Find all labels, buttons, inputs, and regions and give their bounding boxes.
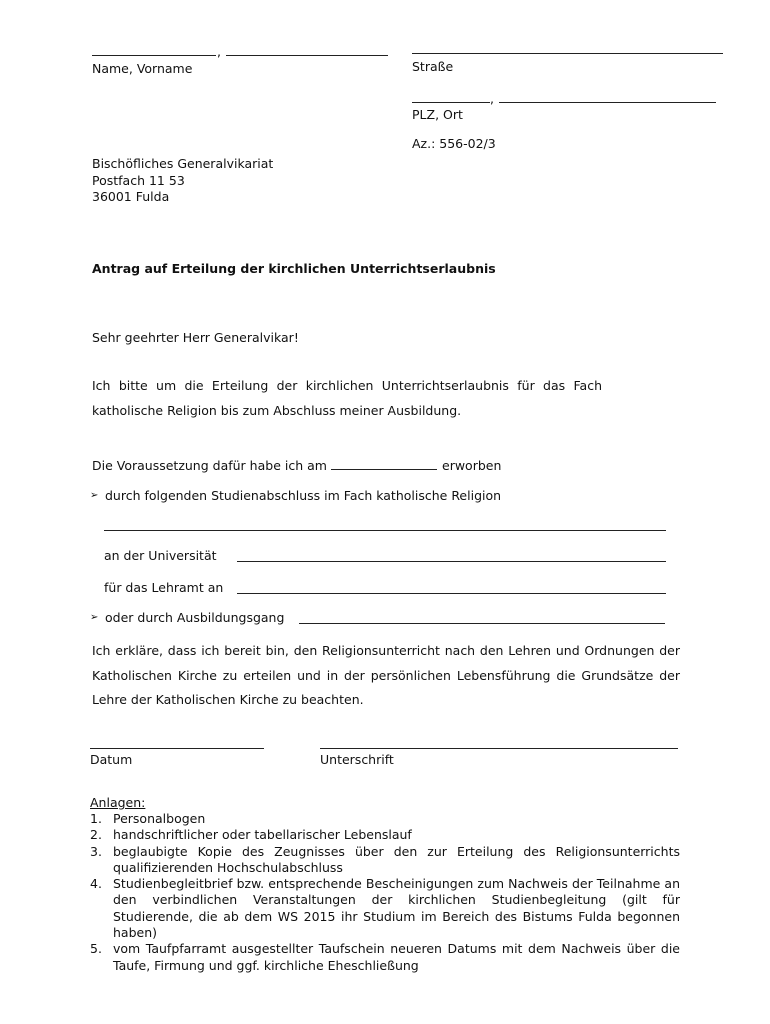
date-label: Datum (90, 752, 133, 767)
request-line: Ich bitte um die Erteilung der kirchlichen Unterrichtserlaubnis für das Fach (92, 378, 602, 393)
subject-heading: Antrag auf Erteilung der kirchlichen Unterrichtserlaubnis (92, 261, 496, 276)
attachment-item (90, 941, 680, 974)
university-label: an der Universität (104, 548, 217, 563)
name-input-line[interactable] (92, 55, 216, 56)
attachment-text: beglaubigte Kopie des Zeugnisses über den zur Erteilung des Religionsunterrichts qualifizierenden Hochschulabschluss (113, 843, 680, 875)
salutation: Sehr geehrter Herr Generalvikar! (92, 330, 299, 345)
recipient-line: Bischöfliches Generalvikariat (92, 156, 274, 171)
signature-input-line[interactable] (320, 748, 678, 749)
request-line: katholische Religion bis zum Abschluss meiner Ausbildung. (92, 403, 462, 418)
attachment-number: 3. (90, 843, 102, 859)
attachment-number: 1. (90, 811, 102, 826)
attachment-number: 4. (90, 876, 102, 892)
attachments-heading: Anlagen: (90, 795, 146, 810)
attachment-item (90, 827, 680, 843)
option-training: oder durch Ausbildungsgang (105, 610, 285, 625)
arrow-bullet-icon: ➢ (90, 612, 99, 623)
date-acquired-input-line[interactable] (331, 469, 437, 470)
name-comma: , (217, 44, 221, 59)
degree-input-line[interactable] (104, 530, 666, 531)
attachment-number: 5. (90, 941, 102, 957)
street-input-line[interactable] (412, 53, 723, 54)
zip-input-line[interactable] (412, 102, 490, 103)
firstname-input-line[interactable] (226, 55, 388, 56)
declaration-line: Lehre der Katholischen Kirche zu beachten. (92, 692, 364, 707)
recipient-address (92, 156, 273, 206)
prerequisite-suffix: erworben (442, 458, 502, 473)
declaration-line: Ich erkläre, dass ich bereit bin, den Religionsunterricht nach den Lehren und Ordnungen der (92, 643, 680, 658)
city-label: PLZ, Ort (412, 107, 463, 122)
option-degree: durch folgenden Studienabschluss im Fach katholische Religion (105, 488, 502, 503)
attachment-text: vom Taufpfarramt ausgestellter Taufschein neueren Datums mit dem Nachweis über die Taufe, Firmung und ggf. kirchliche Eheschließung (113, 941, 680, 973)
attachment-item (90, 811, 680, 827)
attachment-item (90, 876, 680, 941)
name-label: Name, Vorname (92, 61, 193, 76)
prerequisite-prefix: Die Voraussetzung dafür habe ich am (92, 458, 327, 473)
attachment-text: Personalbogen (113, 811, 206, 826)
street-label: Straße (412, 59, 454, 74)
attachment-item (90, 844, 680, 877)
teaching-input-line[interactable] (237, 593, 666, 594)
attachments-list (90, 811, 680, 974)
reference-number: Az.: 556-02/3 (412, 136, 496, 151)
signature-label: Unterschrift (320, 752, 394, 767)
attachment-text: Studienbegleitbrief bzw. entsprechende Bescheinigungen zum Nachweis der Teilnahme an den verbindlichen Veranstaltungen der kirchlichen Studienbegleitung (gilt für Studierende, die ab dem WS 2015 ihr Studium im Bereich des Bistums Fulda begonnen haben) (113, 876, 680, 941)
recipient-line: Postfach 11 53 (92, 172, 185, 188)
attachment-number: 2. (90, 827, 102, 843)
city-comma: , (490, 91, 494, 106)
city-input-line[interactable] (499, 102, 716, 103)
teaching-label: für das Lehramt an (104, 580, 224, 595)
date-input-line[interactable] (90, 748, 264, 749)
arrow-bullet-icon: ➢ (90, 490, 99, 501)
declaration-line: Katholischen Kirche zu erteilen und in der persönlichen Lebensführung die Grundsätze der (92, 668, 680, 683)
training-input-line[interactable] (299, 623, 665, 624)
attachment-text: handschriftlicher oder tabellarischer Lebenslauf (113, 827, 412, 843)
recipient-line: 36001 Fulda (92, 189, 170, 204)
university-input-line[interactable] (237, 561, 666, 562)
